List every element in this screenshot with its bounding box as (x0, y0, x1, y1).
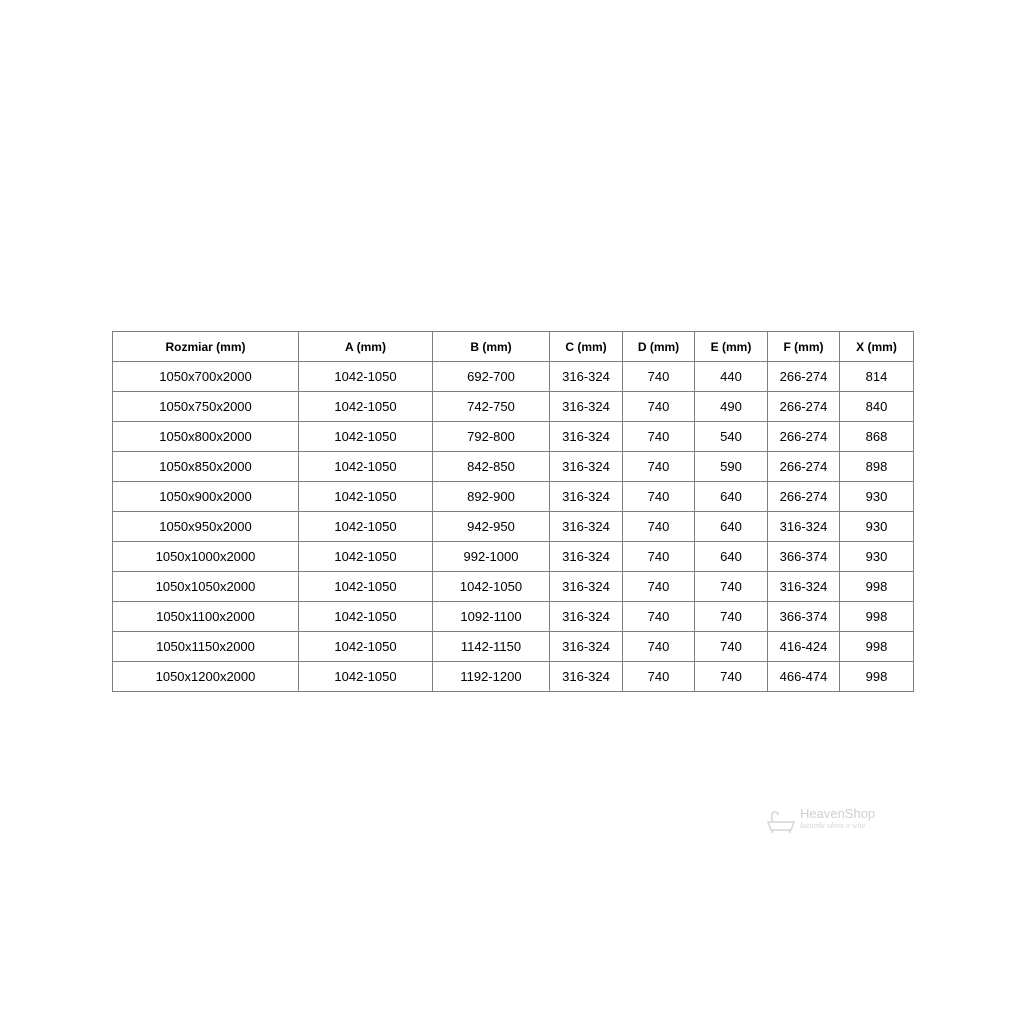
table-cell: 868 (840, 422, 914, 452)
table-cell: 316-324 (550, 662, 623, 692)
table-cell: 1050x1150x2000 (113, 632, 299, 662)
table-cell: 416-424 (768, 632, 840, 662)
table-cell: 740 (695, 602, 768, 632)
table-cell: 992-1000 (433, 542, 550, 572)
table-cell: 1050x700x2000 (113, 362, 299, 392)
table-cell: 1042-1050 (299, 632, 433, 662)
table-cell: 1042-1050 (299, 542, 433, 572)
table-row (113, 602, 914, 632)
table-cell: 1042-1050 (299, 572, 433, 602)
table-cell: 266-274 (768, 392, 840, 422)
table-cell: 1042-1050 (299, 392, 433, 422)
table-cell: 640 (695, 542, 768, 572)
table-cell: 1050x750x2000 (113, 392, 299, 422)
header-cell-d: D (mm) (623, 332, 695, 362)
table-cell: 1042-1050 (299, 362, 433, 392)
header-cell-e: E (mm) (695, 332, 768, 362)
table-cell: 316-324 (550, 422, 623, 452)
table-cell: 998 (840, 572, 914, 602)
table-cell: 930 (840, 542, 914, 572)
table-cell: 316-324 (550, 482, 623, 512)
table-cell: 892-900 (433, 482, 550, 512)
table-cell: 266-274 (768, 482, 840, 512)
table-cell: 898 (840, 452, 914, 482)
header-cell-a: A (mm) (299, 332, 433, 362)
table-cell: 590 (695, 452, 768, 482)
table-cell: 316-324 (550, 632, 623, 662)
header-cell-x: X (mm) (840, 332, 914, 362)
header-cell-f: F (mm) (768, 332, 840, 362)
table-row (113, 362, 914, 392)
table-cell: 930 (840, 512, 914, 542)
header-cell-b: B (mm) (433, 332, 550, 362)
table-cell: 316-324 (550, 572, 623, 602)
table-cell: 942-950 (433, 512, 550, 542)
table-cell: 740 (695, 632, 768, 662)
table-cell: 466-474 (768, 662, 840, 692)
table-body (113, 362, 914, 692)
table-cell: 440 (695, 362, 768, 392)
watermark-logo (766, 806, 876, 836)
table-row (113, 452, 914, 482)
table-row (113, 632, 914, 662)
table-cell: 740 (623, 572, 695, 602)
table-row (113, 422, 914, 452)
table-cell: 742-750 (433, 392, 550, 422)
table-cell: 1142-1150 (433, 632, 550, 662)
table-cell: 640 (695, 482, 768, 512)
table-cell: 740 (623, 512, 695, 542)
table-cell: 740 (623, 662, 695, 692)
table-cell: 814 (840, 362, 914, 392)
table-cell: 740 (623, 542, 695, 572)
table-cell: 266-274 (768, 362, 840, 392)
table-row (113, 572, 914, 602)
dimensions-table (112, 331, 914, 692)
table-cell: 1092-1100 (433, 602, 550, 632)
table-cell: 1050x800x2000 (113, 422, 299, 452)
header-cell-size: Rozmiar (mm) (113, 332, 299, 362)
table-cell: 998 (840, 662, 914, 692)
table-row (113, 662, 914, 692)
table-cell: 366-374 (768, 542, 840, 572)
table-cell: 1042-1050 (299, 602, 433, 632)
header-cell-c: C (mm) (550, 332, 623, 362)
table-cell: 316-324 (550, 362, 623, 392)
table-cell: 316-324 (768, 572, 840, 602)
bathtub-icon (766, 810, 796, 834)
table-cell: 842-850 (433, 452, 550, 482)
table-cell: 1050x1200x2000 (113, 662, 299, 692)
table-cell: 740 (695, 662, 768, 692)
table-cell: 640 (695, 512, 768, 542)
table-cell: 1050x1050x2000 (113, 572, 299, 602)
table-row (113, 392, 914, 422)
table-cell: 316-324 (550, 512, 623, 542)
table-cell: 840 (840, 392, 914, 422)
table-cell: 1050x950x2000 (113, 512, 299, 542)
table-cell: 740 (623, 452, 695, 482)
table-row (113, 512, 914, 542)
table-cell: 316-324 (550, 542, 623, 572)
table-cell: 1050x1000x2000 (113, 542, 299, 572)
table-cell: 1042-1050 (299, 452, 433, 482)
table-cell: 1042-1050 (299, 482, 433, 512)
table-cell: 740 (623, 362, 695, 392)
table-cell: 1042-1050 (299, 512, 433, 542)
table-cell: 692-700 (433, 362, 550, 392)
watermark-name: HeavenShop (800, 806, 876, 821)
table-row (113, 482, 914, 512)
table-cell: 998 (840, 632, 914, 662)
table-cell: 366-374 (768, 602, 840, 632)
table-cell: 1050x900x2000 (113, 482, 299, 512)
table-cell: 266-274 (768, 422, 840, 452)
table-row (113, 542, 914, 572)
table-cell: 740 (623, 422, 695, 452)
table-cell: 1192-1200 (433, 662, 550, 692)
table-cell: 490 (695, 392, 768, 422)
table-cell: 540 (695, 422, 768, 452)
table-cell: 740 (695, 572, 768, 602)
table-header-row (113, 332, 914, 362)
table-cell: 316-324 (550, 392, 623, 422)
table-cell: 316-324 (550, 602, 623, 632)
table-cell: 740 (623, 392, 695, 422)
table-cell: 316-324 (550, 452, 623, 482)
watermark-tagline: łazienki ukres o wite (800, 821, 866, 830)
table-cell: 1050x1100x2000 (113, 602, 299, 632)
table-cell: 740 (623, 602, 695, 632)
table-cell: 740 (623, 482, 695, 512)
table-cell: 792-800 (433, 422, 550, 452)
table-cell: 1042-1050 (299, 422, 433, 452)
table-cell: 740 (623, 632, 695, 662)
table-cell: 930 (840, 482, 914, 512)
table-cell: 316-324 (768, 512, 840, 542)
table-cell: 1042-1050 (299, 662, 433, 692)
table-cell: 1050x850x2000 (113, 452, 299, 482)
table-cell: 266-274 (768, 452, 840, 482)
table-cell: 1042-1050 (433, 572, 550, 602)
table-cell: 998 (840, 602, 914, 632)
